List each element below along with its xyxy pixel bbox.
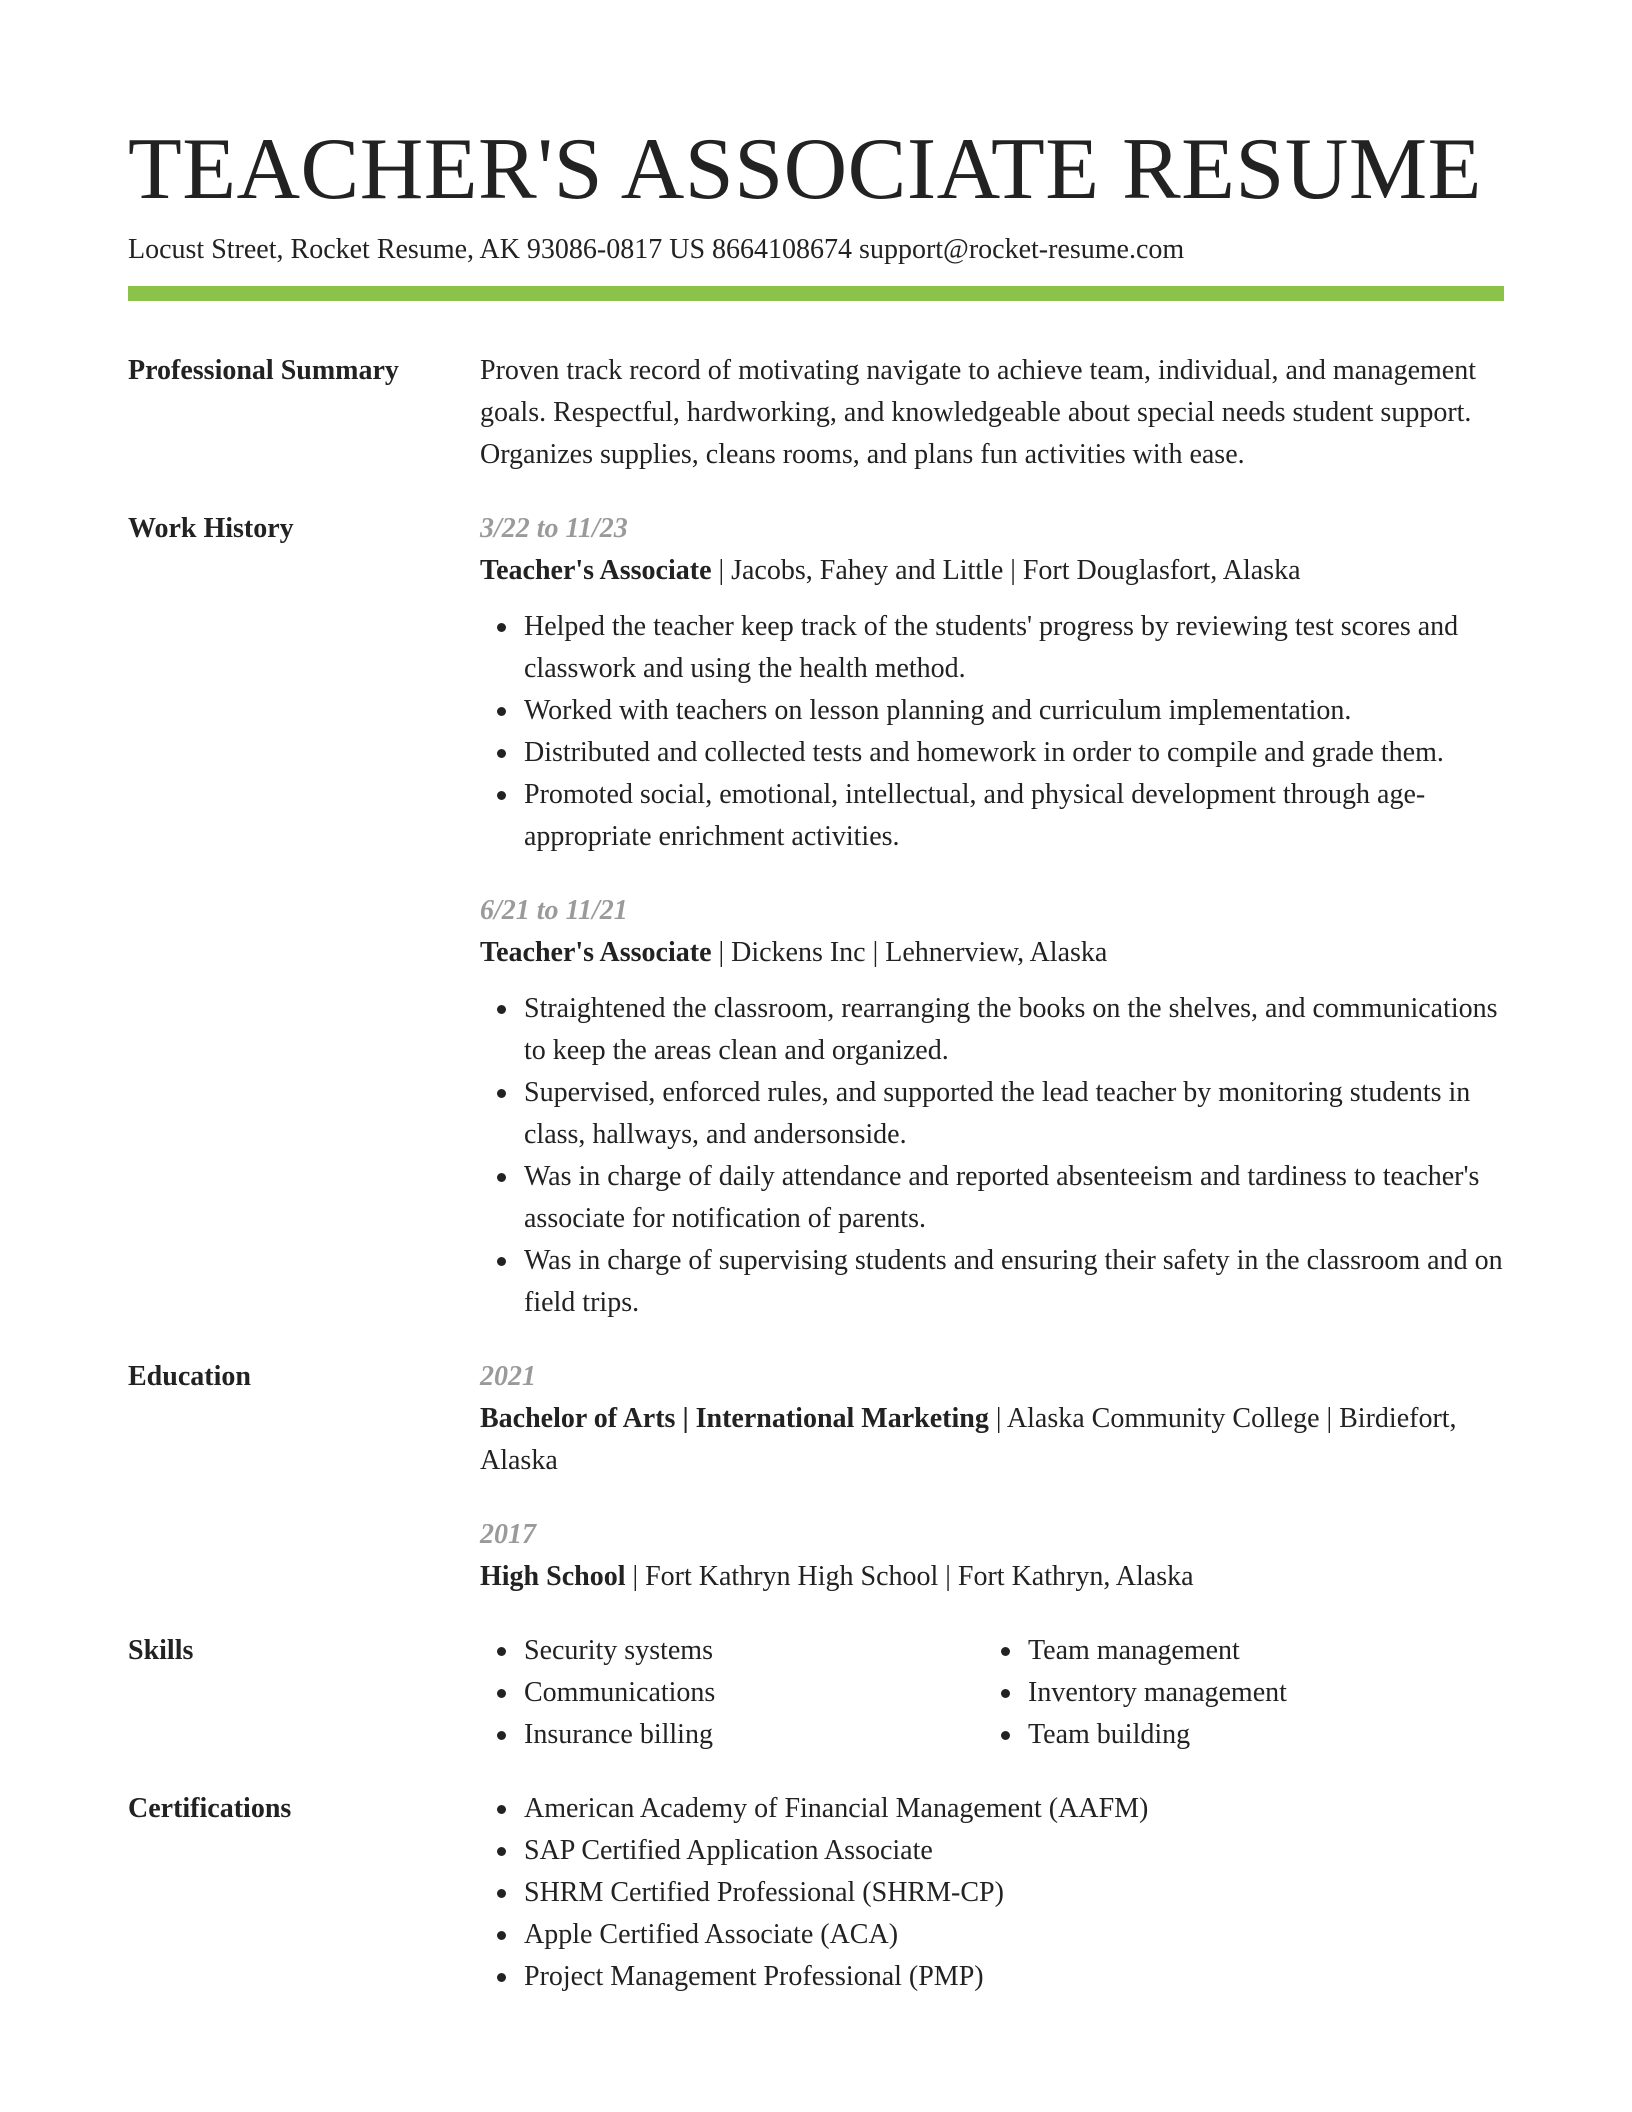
certifications-body [480,1788,1504,1998]
certification-item: SHRM Certified Professional (SHRM-CP) [480,1872,1504,1914]
school-details: | Fort Kathryn High School | Fort Kathryn, Alaska [625,1561,1194,1592]
job-entry [480,890,1504,1324]
job-heading [480,550,1504,592]
work-history-section [128,508,1504,1324]
certification-item: American Academy of Financial Management (AAFM) [480,1788,1504,1830]
job-heading [480,932,1504,974]
job-dates: 6/21 to 11/21 [480,895,628,926]
education-heading-line [480,1398,1504,1482]
job-dates: 3/22 to 11/23 [480,513,628,544]
job-bullet: Was in charge of daily attendance and reported absenteeism and tardiness to teacher's associate for notification of parents. [480,1156,1504,1240]
job-bullets [480,988,1504,1324]
accent-divider [128,286,1504,301]
resume-title: TEACHER'S ASSOCIATE RESUME [128,121,1482,218]
job-bullets [480,606,1504,858]
education-entry [480,1514,1504,1598]
certification-item: Project Management Professional (PMP) [480,1956,1504,1998]
job-bullet: Supervised, enforced rules, and supported the lead teacher by monitoring students in class, hallways, and andersonside. [480,1072,1504,1156]
job-bullet: Promoted social, emotional, intellectual, and physical development through age-appropriate enrichment activities. [480,774,1504,858]
work-history-body [480,508,1504,1324]
skill-item: Insurance billing [480,1714,984,1756]
education-heading-line [480,1556,1504,1598]
skills-heading: Skills [128,1635,194,1666]
summary-text: Proven track record of motivating navigate to achieve team, individual, and management goals. Respectful, hardworking, and knowledgeable about special needs student support. Organizes supplies, cleans rooms, and plans fun activities with ease. [480,355,1476,470]
summary-section [128,350,1504,476]
job-bullet: Straightened the classroom, rearranging the books on the shelves, and communications to keep the areas clean and organized. [480,988,1504,1072]
skill-item: Security systems [480,1630,984,1672]
skill-item: Communications [480,1672,984,1714]
job-entry [480,508,1504,858]
certification-item: Apple Certified Associate (ACA) [480,1914,1504,1956]
education-section [128,1356,1504,1598]
skill-item: Inventory management [984,1672,1488,1714]
job-title: Teacher's Associate [480,937,712,968]
skills-column-left [480,1630,984,1756]
job-bullet: Was in charge of supervising students and ensuring their safety in the classroom and on field trips. [480,1240,1504,1324]
job-details: | Jacobs, Fahey and Little | Fort Douglasfort, Alaska [711,555,1301,586]
skill-item: Team management [984,1630,1488,1672]
skills-section [128,1630,1504,1756]
work-history-heading: Work History [128,513,294,544]
summary-heading: Professional Summary [128,355,399,386]
job-details: | Dickens Inc | Lehnerview, Alaska [711,937,1108,968]
education-entry [480,1356,1504,1482]
job-bullet: Distributed and collected tests and homework in order to compile and grade them. [480,732,1504,774]
education-year: 2021 [480,1361,536,1392]
skills-column-right [984,1630,1488,1756]
skill-item: Team building [984,1714,1488,1756]
degree-title: Bachelor of Arts | International Marketing [480,1403,989,1434]
education-body [480,1356,1504,1598]
school-details: | Alaska Community College | Birdiefort, Alaska [480,1403,1457,1476]
job-bullet: Worked with teachers on lesson planning and curriculum implementation. [480,690,1504,732]
education-heading: Education [128,1361,251,1392]
certifications-list [480,1788,1504,1998]
skills-body [480,1630,1504,1756]
job-bullet: Helped the teacher keep track of the students' progress by reviewing test scores and classwork and using the health method. [480,606,1504,690]
resume-content [128,350,1504,1998]
certifications-section [128,1788,1504,1998]
contact-line: Locust Street, Rocket Resume, AK 93086-0817 US 8664108674 support@rocket-resume.com [128,234,1185,265]
certification-item: SAP Certified Application Associate [480,1830,1504,1872]
job-title: Teacher's Associate [480,555,712,586]
education-year: 2017 [480,1519,536,1550]
certifications-heading: Certifications [128,1793,292,1824]
degree-title: High School [480,1561,626,1592]
